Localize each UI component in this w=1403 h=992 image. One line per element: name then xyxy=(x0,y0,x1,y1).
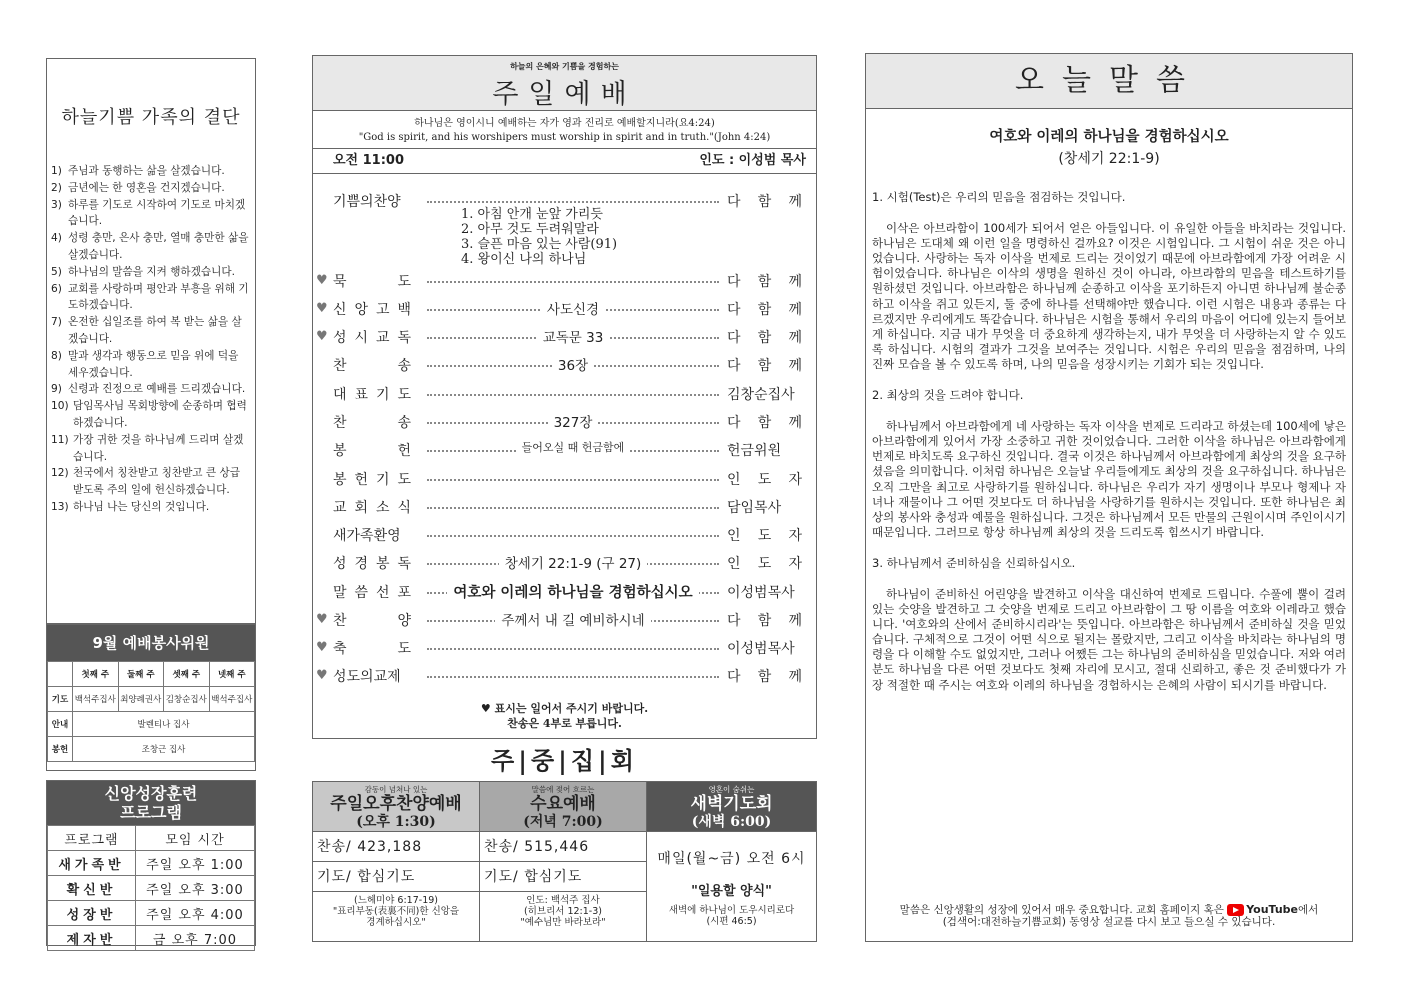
worship-time: 오전 11:00 xyxy=(333,153,405,168)
verse-english: "God is spirit, and his worshipers must worship in spirit and in truth."(John 4:24) xyxy=(358,132,771,143)
program-name: 확신반 xyxy=(48,876,136,901)
resolution-number: 4) xyxy=(51,232,62,245)
mw-time: (저녁 7:00) xyxy=(523,814,603,830)
guide-label: 안내 xyxy=(48,712,73,737)
praise-list xyxy=(461,207,617,267)
order-row xyxy=(313,355,816,375)
resolution-panel xyxy=(46,58,256,624)
program-time: 금 오후 7:00 xyxy=(136,926,255,951)
heart-icon: ♥ xyxy=(316,668,328,683)
order-leader: 다 함 께 xyxy=(727,330,802,346)
order-row xyxy=(313,525,816,545)
order-name: 교 회 소 식 xyxy=(333,500,411,516)
mw-header xyxy=(313,782,479,832)
resolution-number: 1) xyxy=(51,165,62,177)
praise-song: 1. 아침 안개 눈앞 가리듯 xyxy=(461,207,603,222)
resolution-text: 하나님의 말씀을 지켜 행하겠습니다. xyxy=(68,265,235,278)
sermon-paragraph: 하나님께서 아브라함에게 네 사랑하는 독자 이삭을 번제로 드리라고 하셨는데 100세에 낳은 아브라함에게 있어서 가장 소중하고 귀한 것이었습니다. 그러한 이삭을 하나님은 아브라함에게 번제로 바치도록 요구하신 것입니다. 결국 이것은 하나님께서 아브라함에게 최상의 것을 요구하셨음을 의미합니다. 이처럼 하나님은 오늘날 우리들에게도 최상의 것을 요구하십니다. 하나님은 오직 그만을 최고로 사랑하기를 원하십니다. 하나님은 우리가 자기 생명이나 부모나 형제나 자녀나 재물이나 그 어떤 것보다도 더 하나님을 사랑하기를 원하시는 것입니다. 또한 하나님은 최상의 봉사와 충성과 예물을 원하십니다. 그것은 하나님께서 모든 만물의 근원이시며 주인이시기 때문입니다. 그러므로 항상 하나님께 최상의 것을 드리도록 힘쓰시기 바랍니다. xyxy=(872,419,1346,539)
dotted-leader xyxy=(427,676,719,678)
hymn-note: 찬송은 4부로 부릅니다. xyxy=(507,717,622,730)
program-name: 새가족반 xyxy=(48,851,136,876)
resolution-number: 6) xyxy=(51,282,62,295)
order-leader: 다 함 께 xyxy=(727,274,802,290)
resolution-text: 신령과 진정으로 예배를 드리겠습니다. xyxy=(68,383,246,396)
resolution-number: 13) xyxy=(51,500,69,513)
resolution-text: 하나님 나는 당신의 것입니다. xyxy=(73,500,210,513)
training-title xyxy=(47,781,255,825)
resolution-item xyxy=(51,381,249,398)
sermon-heading: 오늘말씀 xyxy=(866,54,1352,109)
order-row xyxy=(313,638,816,658)
mw-foot-line: 경계하십시오" xyxy=(366,917,426,928)
mw-sub: 영혼이 숨쉬는 xyxy=(708,785,755,794)
resolution-text: 교회를 사랑하며 평안과 부흥을 위해 기도하겠습니다. xyxy=(68,282,249,312)
order-name: 말 씀 선 포 xyxy=(333,585,411,601)
order-leader: 담임목사 xyxy=(727,500,782,516)
order-leader: 다 함 께 xyxy=(727,194,802,210)
order-row xyxy=(313,553,816,573)
footer-suffix: 에서 xyxy=(1298,904,1319,916)
worship-header xyxy=(313,56,816,111)
heart-icon: ♥ xyxy=(316,612,328,627)
order-row xyxy=(313,271,816,291)
offering-label: 봉헌 xyxy=(48,737,73,762)
mw-hymn: 찬송/ 423,188 xyxy=(313,832,479,862)
week-header: 둘째 주 xyxy=(118,662,164,687)
resolution-item xyxy=(51,264,249,281)
resolution-number: 5) xyxy=(51,265,62,278)
mw-foot-line: (느헤미야 6:17-19) xyxy=(354,895,438,906)
resolution-list xyxy=(51,163,249,516)
order-row xyxy=(313,327,816,347)
order-detail-text: 주께서 내 길 예비하시네 xyxy=(495,613,650,629)
order-detail xyxy=(427,439,719,455)
mw-daily: 매일(월~금) 오전 6시 xyxy=(657,851,806,867)
order-row xyxy=(313,440,816,460)
mw-header xyxy=(480,782,646,832)
order-name: 찬 송 xyxy=(333,415,411,431)
order-detail-text: 사도신경 xyxy=(541,302,605,318)
order-name: 기쁨의찬양 xyxy=(333,194,401,210)
heart-icon: ♥ xyxy=(316,273,328,288)
resolution-item xyxy=(51,465,249,499)
mw-foot xyxy=(313,892,479,928)
prayer-cell: 최양례권사 xyxy=(118,687,164,712)
resolution-title: 하늘기쁨 가족의 결단 xyxy=(61,107,241,128)
order-name: 봉 헌 기 도 xyxy=(333,472,411,488)
col-program: 프로그램 xyxy=(48,826,136,851)
prayer-cell: 김창순집사 xyxy=(164,687,210,712)
worship-note xyxy=(313,701,816,731)
order-detail xyxy=(427,354,719,374)
worship-leader: 인도 : 이성범 목사 xyxy=(699,153,806,168)
dotted-leader xyxy=(427,479,719,481)
sermon-title: 여호와 이레의 하나님을 경험하십시오 xyxy=(989,129,1229,145)
heart-icon: ♥ xyxy=(316,301,328,316)
service-panel xyxy=(46,624,256,771)
resolution-item xyxy=(51,348,249,382)
resolution-item xyxy=(51,230,249,264)
order-leader: 이성범목사 xyxy=(727,585,795,601)
resolution-item xyxy=(51,314,249,348)
sermon-panel xyxy=(865,53,1353,942)
order-detail xyxy=(427,552,719,572)
resolution-number: 9) xyxy=(51,383,62,396)
training-title-line1: 신앙성장훈련 xyxy=(104,784,198,803)
mw-title: 주일오후찬양예배 xyxy=(330,794,462,814)
dotted-leader xyxy=(427,507,719,509)
resolution-text: 말과 생각과 행동으로 믿음 위에 덕을 세우겠습니다. xyxy=(68,349,239,379)
order-row xyxy=(313,469,816,489)
praise-song: 3. 슬픈 마음 있는 사람(91) xyxy=(461,237,618,252)
dotted-leader xyxy=(427,648,719,650)
order-row xyxy=(313,497,816,517)
worship-timebar xyxy=(313,148,816,174)
order-detail-text: 327장 xyxy=(548,415,599,431)
worship-title: 주일예배 xyxy=(492,79,637,110)
order-leader: 인 도 자 xyxy=(727,556,802,572)
training-table xyxy=(47,825,255,951)
midweek-sunday-pm xyxy=(313,782,480,941)
footer-text: 말씀은 신앙생활의 성장에 있어서 매우 중요합니다. 교회 홈페이지 혹은 xyxy=(899,904,1224,916)
order-detail xyxy=(427,411,719,431)
mw-hymn: 찬송/ 515,446 xyxy=(480,832,646,862)
mw-bread: "일용할 양식" xyxy=(691,884,772,899)
dotted-leader xyxy=(427,281,719,283)
resolution-text: 금년에는 한 영혼을 건지겠습니다. xyxy=(68,181,225,194)
praise-song: 4. 왕이신 나의 하나님 xyxy=(461,252,587,267)
youtube-wordmark: YouTube xyxy=(1246,903,1299,916)
heart-icon: ♥ xyxy=(316,640,328,655)
resolution-text: 주님과 동행하는 삶을 살겠습니다. xyxy=(68,165,225,177)
mw-time: (새벽 6:00) xyxy=(691,814,772,830)
order-row xyxy=(313,666,816,686)
dotted-leader xyxy=(427,394,719,396)
mw-foot-line: 인도: 백석주 집사 xyxy=(526,895,600,906)
service-table xyxy=(47,661,255,762)
mw-foot xyxy=(647,899,816,927)
order-name: 축 도 xyxy=(333,641,411,657)
order-leader: 다 함 께 xyxy=(727,415,802,431)
week-header: 넷째 주 xyxy=(209,662,255,687)
mw-time: (오후 1:30) xyxy=(356,814,436,830)
mw-prayer: 기도/ 합심기도 xyxy=(313,862,479,892)
order-leader: 헌금위원 xyxy=(727,443,782,459)
resolution-text: 하루를 기도로 시작하여 기도로 마치겠습니다. xyxy=(68,198,246,228)
order-detail xyxy=(427,609,719,629)
resolution-text: 온전한 십일조를 하여 복 받는 삶을 살겠습니다. xyxy=(68,316,242,345)
resolution-text: 성령 충만, 은사 충만, 열매 충만한 삶을 살겠습니다. xyxy=(68,232,249,261)
resolution-item xyxy=(51,180,249,197)
prayer-cell: 백석주집사 xyxy=(73,687,119,712)
sermon-reference: (창세기 22:1-9) xyxy=(1058,151,1160,167)
mw-title: 새벽기도회 xyxy=(690,794,773,814)
order-row xyxy=(313,412,816,432)
order-name: 찬 송 xyxy=(333,358,411,374)
order-name: 대 표 기 도 xyxy=(333,387,411,403)
order-leader: 다 함 께 xyxy=(727,669,802,685)
stand-note: ♥ 표시는 일어서 주시기 바랍니다. xyxy=(480,702,649,715)
mw-foot-line: (히브리서 12:1-3) xyxy=(524,906,602,917)
order-name: 찬 양 xyxy=(333,613,411,629)
order-detail-text: 들어오실 때 헌금함에 xyxy=(516,441,631,454)
order-detail-text: 여호와 이레의 하나님을 경험하십시오 xyxy=(447,585,698,601)
resolution-item xyxy=(51,432,249,466)
resolution-number: 7) xyxy=(51,316,62,329)
sermon-paragraph: 하나님이 준비하신 어린양을 발견하고 이삭을 대신하여 번제로 드립니다. 수풀에 뿔이 걸려 있는 숫양을 발견하고 그 숫양을 번제로 드리고 아브라함이 그 땅 이름을 여호와 이레라고 했습니다. '여호와의 산에서 준비하시리라'는 뜻입니다. 아브라함은 하나님께서 준비하실 것을 믿었습니다. 구체적으로 그것이 어떤 식으로 될지는 몰랐지만, 그리고 이삭을 바치라는 하나님의 명령을 다 이해할 수도 없었지만, 그러나 어쨌든 그는 하나님의 준비하심을 믿었습니다. 저와 여러분도 하나님을 다른 어떤 것보다도 첫째 자리에 모시고, 절대 신뢰하고, 좋은 것 준비했다가 가장 적절한 때 주시는 여호와 이레의 하나님을 경험하시는 은혜의 사람이 되시기를 바랍니다. xyxy=(872,586,1346,692)
resolution-number: 10) xyxy=(51,400,69,413)
dotted-leader xyxy=(427,535,719,537)
footer-line1 xyxy=(872,904,1346,916)
order-leader: 다 함 께 xyxy=(727,302,802,318)
verse-korean: 하나님은 영이시니 예배하는 자가 영과 진리로 예배할지니라(요4:24) xyxy=(414,118,715,129)
sermon-point: 2. 최상의 것을 드려야 합니다. xyxy=(872,388,1024,403)
order-name: 성 시 교 독 xyxy=(333,330,411,346)
resolution-number: 2) xyxy=(51,181,62,194)
order-leader: 다 함 께 xyxy=(727,613,802,629)
mw-sub: 말씀에 젖어 흐르는 xyxy=(531,785,595,794)
resolution-number: 12) xyxy=(51,467,69,480)
footer-line2: (검색어:대전하늘기쁨교회) 동영상 설교를 다시 보고 들으실 수 있습니다. xyxy=(942,916,1276,928)
resolution-item xyxy=(51,398,249,432)
offering-cell: 조창근 집사 xyxy=(73,737,255,762)
order-name: 성도의교제 xyxy=(333,669,401,685)
mw-foot-line: "표리부동(表裏不同)한 신앙을 xyxy=(332,906,460,917)
order-leader: 인 도 자 xyxy=(727,528,802,544)
sermon-footer xyxy=(872,904,1346,928)
resolution-number: 3) xyxy=(51,198,62,211)
mw-header xyxy=(647,782,816,832)
training-panel xyxy=(46,780,256,946)
guide-cell: 발렌티나 집사 xyxy=(73,712,255,737)
resolution-number: 11) xyxy=(51,433,69,446)
midweek-dawn xyxy=(647,782,816,941)
resolution-item xyxy=(51,163,249,180)
sermon-point: 1. 시험(Test)은 우리의 믿음을 점검하는 것입니다. xyxy=(872,190,1126,204)
order-leader: 이성범목사 xyxy=(727,641,795,657)
prayer-cell: 백석주집사 xyxy=(209,687,255,712)
mw-foot-line: (시편 46:5) xyxy=(706,916,757,927)
order-detail-text: 교독문 33 xyxy=(537,330,610,346)
order-row xyxy=(313,582,816,602)
prayer-label: 기도 xyxy=(48,687,73,712)
order-leader: 다 함 께 xyxy=(727,358,802,374)
order-row xyxy=(313,299,816,319)
program-time: 주일 오후 1:00 xyxy=(136,851,255,876)
training-title-line2: 프로그램 xyxy=(120,803,182,822)
order-leader: 김창순집사 xyxy=(727,387,795,403)
midweek-title: 주|중|집|회 xyxy=(491,746,638,775)
sermon-point: 3. 하나님께서 준비하심을 신뢰하십시오. xyxy=(872,555,1076,570)
program-name: 성장반 xyxy=(48,901,136,926)
youtube-play-icon xyxy=(1227,904,1244,916)
worship-panel xyxy=(312,55,817,739)
order-name: 신 앙 고 백 xyxy=(333,302,411,318)
program-time: 주일 오후 4:00 xyxy=(136,901,255,926)
praise-song: 2. 아무 것도 두려워말라 xyxy=(461,222,599,237)
program-name: 제자반 xyxy=(48,926,136,951)
resolution-item xyxy=(51,499,249,516)
mw-foot xyxy=(480,892,646,928)
week-header: 셋째 주 xyxy=(164,662,210,687)
order-row xyxy=(313,610,816,630)
midweek-panel xyxy=(312,781,817,942)
sermon-paragraph: 이삭은 아브라함이 100세가 되어서 얻은 아들입니다. 이 유일한 아들을 바치라는 것입니다. 하나님은 도대체 왜 이런 일을 명령하신 걸까요? 이것은 시험입니다. 그 시험이 쉬운 것은 아니었습니다. 사랑하는 독자 이삭을 번제로 드리는 것이었기 때문에 아브라함에게 가장 어려운 시험이었습니다. 하나님은 이삭의 생명을 원하신 것이 아니라, 아브라함의 믿음을 테스트하기를 원하셨던 것입니다. 아브라함은 하나님께 순종하고 이삭을 포기하든지 아니면 하나님께 불순종하고 이삭을 쥐고 있든지, 둘 중에 하나를 선택해야만 했습니다. 이런 시험은 내용과 종류는 다르겠지만 우리에게도 똑같습니다. 하나님은 시험을 통해서 우리의 마음이 어디에 있는지 들어보게 하십니다. 지금 내가 무엇을 더 중요하게 생각하는지, 내가 무엇을 더 사랑하는지 알 수 있도록 하십니다. 시험의 결과가 그것을 보여주는 것입니다. 시험은 우리의 믿음을 점검하며, 나의 진짜 모습을 볼 수 있도록 하며, 나의 믿음을 성장시키는 기회가 되는 것입니다. xyxy=(872,221,1346,371)
mw-foot-line: 새벽에 하나님이 도우시리로다 xyxy=(668,905,795,916)
mw-prayer: 기도/ 합심기도 xyxy=(480,862,646,892)
resolution-text: 천국에서 칭찬받고 칭찬받고 큰 상급 받도록 주의 일에 헌신하겠습니다. xyxy=(73,467,240,497)
order-detail-text: 창세기 22:1-9 (구 27) xyxy=(499,556,648,572)
resolution-item xyxy=(51,197,249,231)
order-name: 묵 도 xyxy=(333,274,411,290)
mw-sub: 감동이 넘쳐나 있는 xyxy=(364,785,428,794)
worship-subtitle: 하늘의 은혜와 기쁨을 경험하는 xyxy=(510,62,619,71)
order-detail xyxy=(427,326,719,346)
order-name: 새가족환영 xyxy=(333,528,401,544)
heart-icon: ♥ xyxy=(316,329,328,344)
resolution-number: 8) xyxy=(51,349,62,362)
col-time: 모임 시간 xyxy=(136,826,255,851)
worship-verse xyxy=(313,111,816,148)
order-name: 성 경 봉 독 xyxy=(333,556,411,572)
week-header: 첫째 주 xyxy=(73,662,119,687)
youtube-logo[interactable] xyxy=(1227,904,1298,916)
program-time: 주일 오후 3:00 xyxy=(136,876,255,901)
midweek-wednesday xyxy=(480,782,647,941)
mw-foot-line: "예수님만 바라보라" xyxy=(520,917,606,928)
resolution-text: 가장 귀한 것을 하나님께 드리며 살겠습니다. xyxy=(73,433,244,463)
order-row xyxy=(313,384,816,404)
order-detail xyxy=(427,581,719,602)
order-name: 봉 헌 xyxy=(333,443,411,459)
dotted-leader xyxy=(427,201,719,203)
resolution-text: 담임목사님 목회방향에 순종하며 협력하겠습니다. xyxy=(73,400,247,429)
order-detail-text: 36장 xyxy=(552,358,594,374)
order-leader: 인 도 자 xyxy=(727,472,802,488)
service-title: 9월 예배봉사위원 xyxy=(47,625,255,661)
resolution-item xyxy=(51,281,249,315)
corner-cell xyxy=(48,662,73,687)
order-detail xyxy=(427,298,719,318)
mw-title: 수요예배 xyxy=(530,794,596,814)
sermon-body xyxy=(872,190,1346,693)
